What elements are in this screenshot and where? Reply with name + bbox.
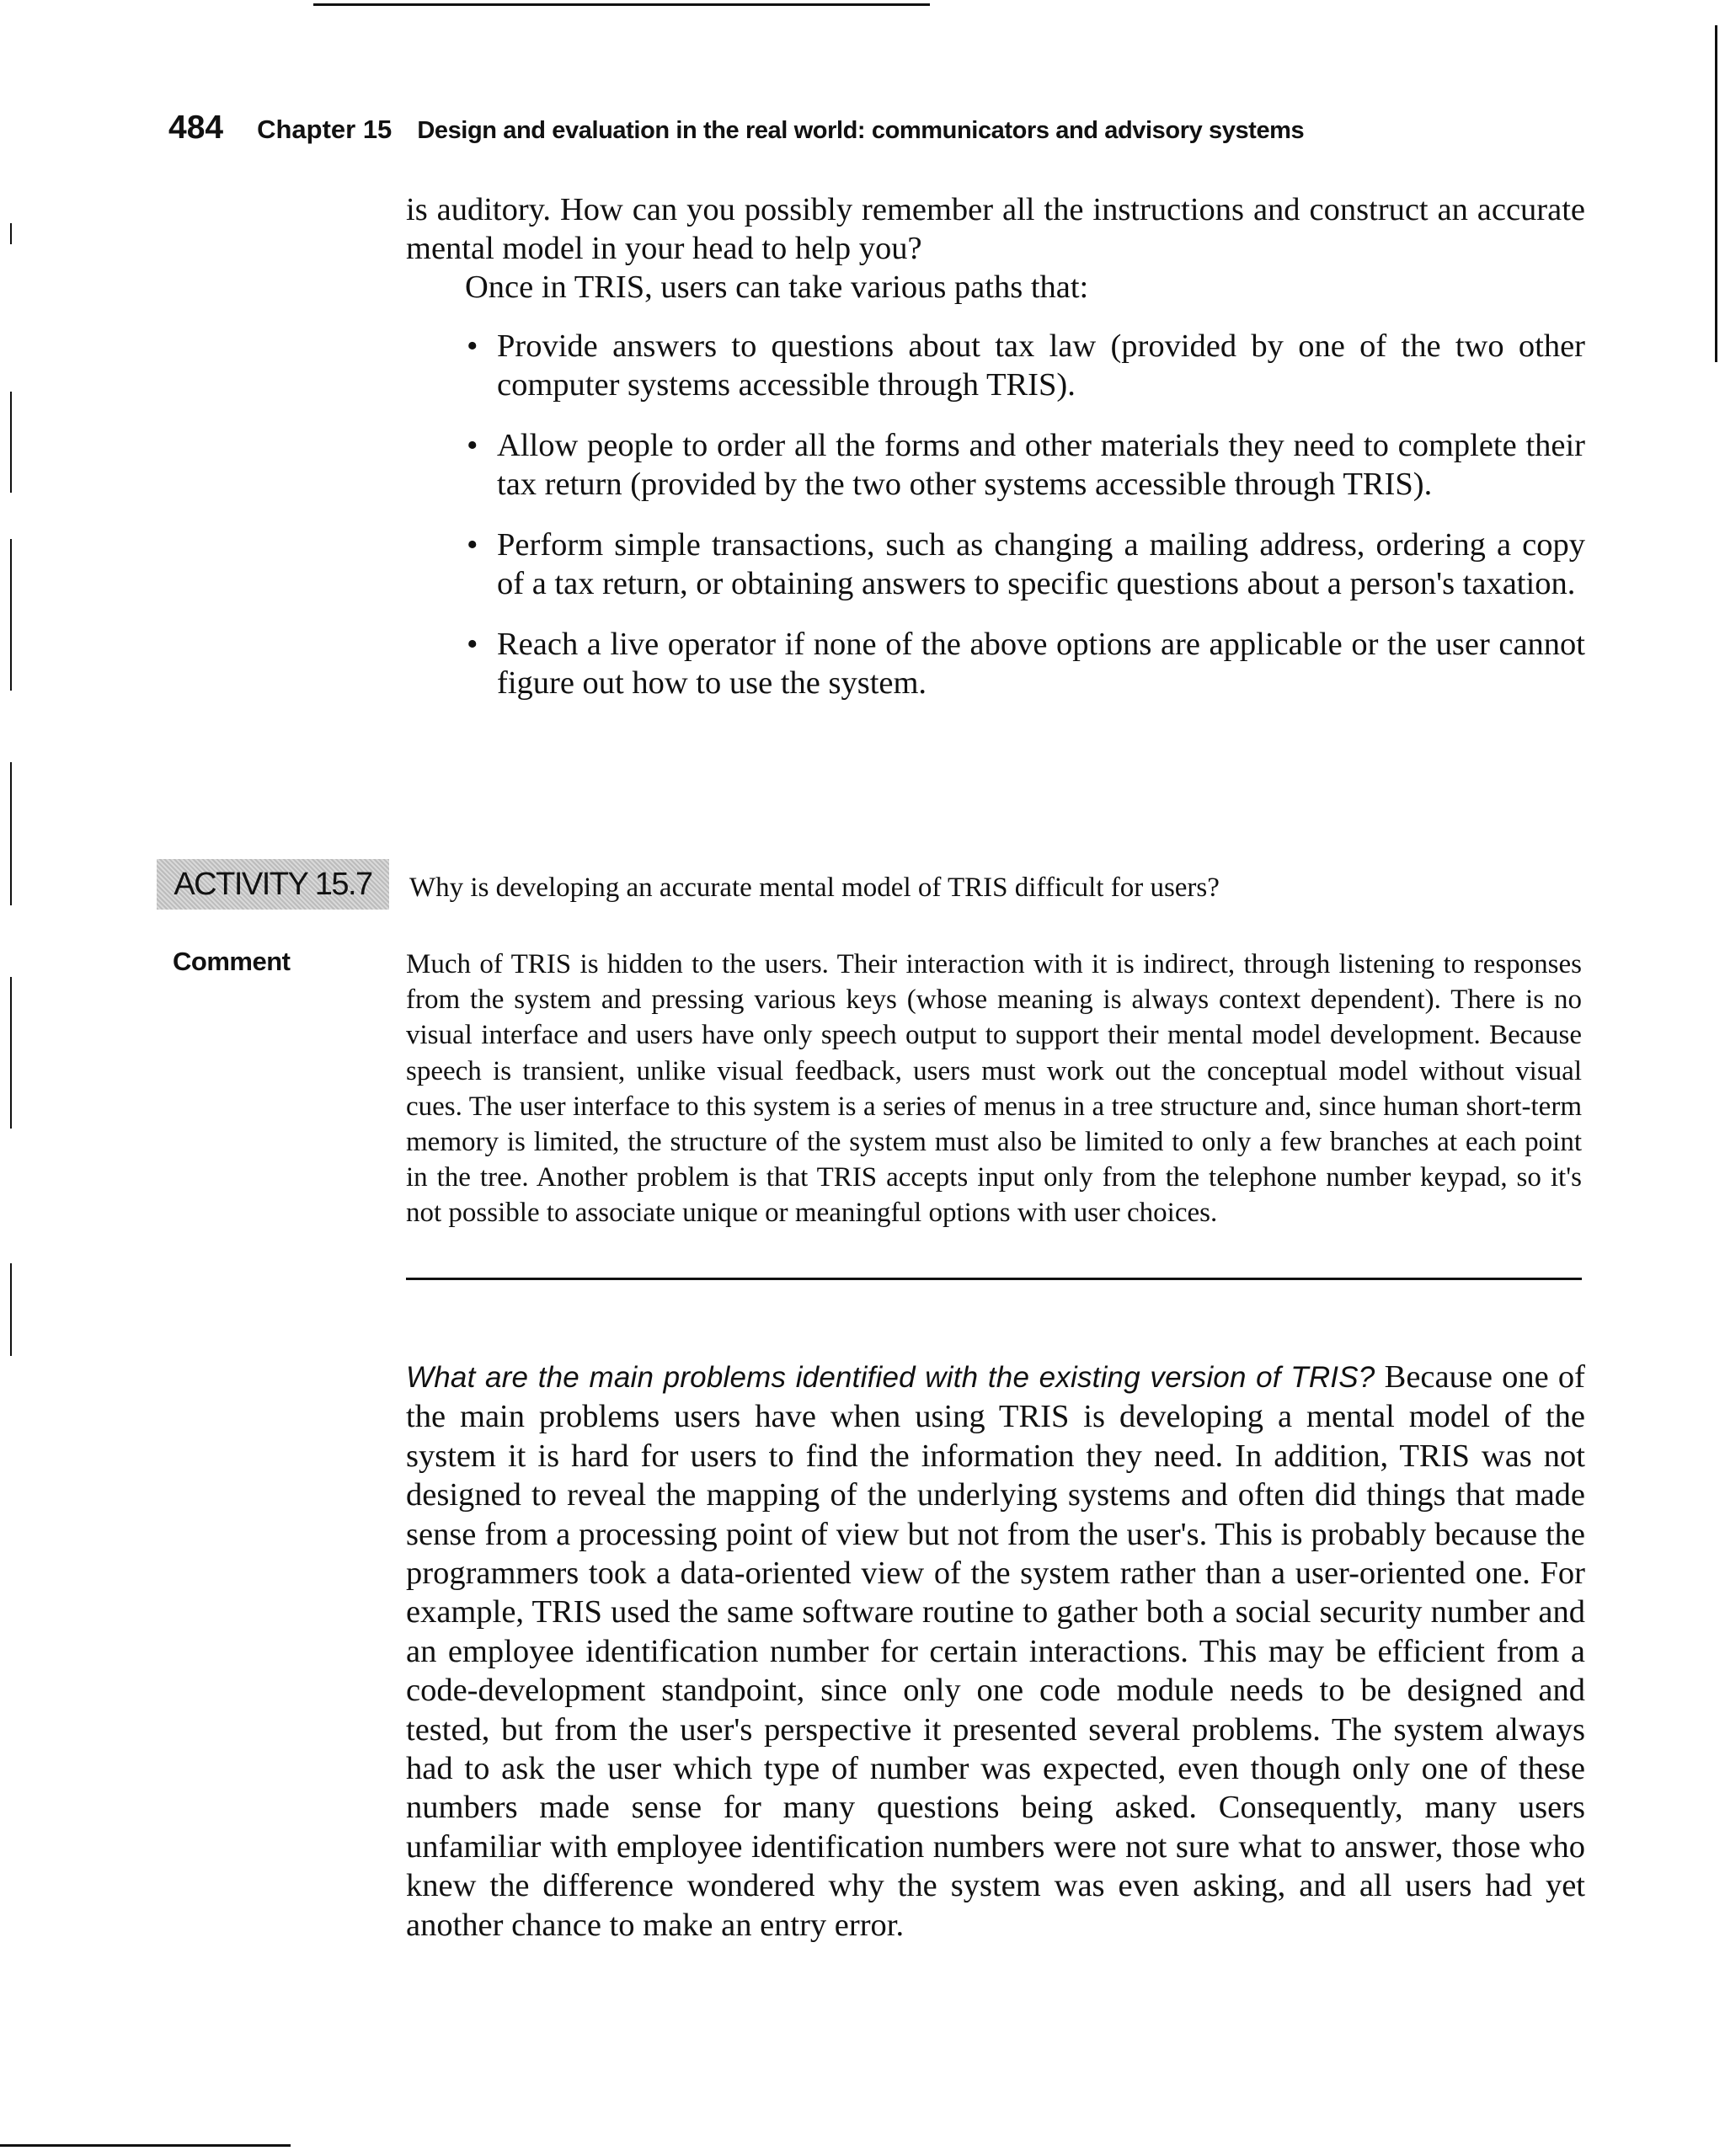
list-item [462, 426, 1585, 504]
chapter-label: Chapter 15 [257, 115, 393, 144]
main-paragraph-text: Because one of the main problems users have when using TRIS is developing a mental model of the system it is hard for users to find the information they need. In addition, TRIS was not designed to reveal the mapping of the underlying systems and often did things that made sense from a processing point of view but not from the user's. This is probably because the programmers took a data-oriented view of the system rather than a user-oriented one. For example, TRIS used the same software routine to gather both a social security number and an employee identification number for certain interactions. This may be efficient from a code-development standpoint, since only one code module needs to be designed and tested, but from the user's perspective it presented several problems. The system always had to ask the user which type of number was expected, even though only one of these numbers made sense for many questions being asked. Consequently, many users unfamiliar with employee identification numbers were not sure what to answer, those who knew the difference wondered why the system was even asking, and all users had yet another chance to make an entry error. [406, 1359, 1586, 1943]
activity-end-rule [406, 1278, 1582, 1280]
list-item-text: Reach a live operator if none of the above options are applicable or the user cannot figure out how to use the system. [497, 627, 1585, 701]
running-header [168, 109, 1600, 147]
bullet-icon: • [467, 428, 478, 463]
tris-paths-list [462, 327, 1585, 724]
right-margin-mark [1715, 25, 1717, 362]
bullet-icon: • [467, 627, 478, 662]
top-rule [313, 3, 930, 6]
bottom-left-rule [0, 2144, 291, 2147]
left-margin-mark-2 [10, 392, 12, 493]
run-in-heading: What are the main problems identified with the existing version of TRIS? [406, 1361, 1375, 1394]
activity-label: ACTIVITY 15.7 [157, 859, 389, 910]
list-item-text: Provide answers to questions about tax law (provided by one of the two other computer systems accessible through TRIS). [497, 328, 1585, 403]
left-margin-mark-1 [10, 223, 12, 244]
left-margin-mark-4 [10, 762, 12, 905]
list-item [462, 526, 1585, 603]
bullet-icon: • [467, 527, 478, 563]
left-margin-mark-6 [10, 1263, 12, 1356]
list-item [462, 327, 1585, 404]
comment-label: Comment [173, 947, 291, 976]
list-item-text: Allow people to order all the forms and other materials they need to complete their tax return (provided by the two other systems accessible through TRIS). [497, 428, 1585, 502]
list-item [462, 625, 1585, 702]
list-item-text: Perform simple transactions, such as changing a mailing address, ordering a copy of a tax return, or obtaining answers to specific questions about a person's taxation. [497, 527, 1585, 601]
paths-intro-paragraph: Once in TRIS, users can take various paths that: [465, 270, 1089, 305]
bullet-icon: • [467, 328, 478, 364]
chapter-title: Design and evaluation in the real world: communicators and advisory systems [417, 117, 1305, 144]
left-margin-mark-3 [10, 539, 12, 691]
left-margin-mark-5 [10, 977, 12, 1129]
page-number: 484 [168, 109, 224, 146]
comment-text: Much of TRIS is hidden to the users. Their interaction with it is indirect, through listening to responses from the system and pressing various keys (whose meaning is always context dependent). There is no visual interface and users have only speech output to support their mental model development. Because speech is transient, unlike visual feedback, users must work out the conceptual model without visual cues. The user interface to this system is a series of menus in a tree structure and, since human short-term memory is limited, the structure of the system must also be limited to only a few branches at each point in the tree. Another problem is that TRIS accepts input only from the telephone number keypad, so it's not possible to associate unique or meaningful options with user choices. [406, 949, 1582, 1229]
activity-question: Why is developing an accurate mental model of TRIS difficult for users? [409, 873, 1220, 903]
intro-paragraph: is auditory. How can you possibly remember all the instructions and construct an accurate mental model in your head to help you? [406, 192, 1585, 266]
main-paragraph [406, 1358, 1585, 1945]
